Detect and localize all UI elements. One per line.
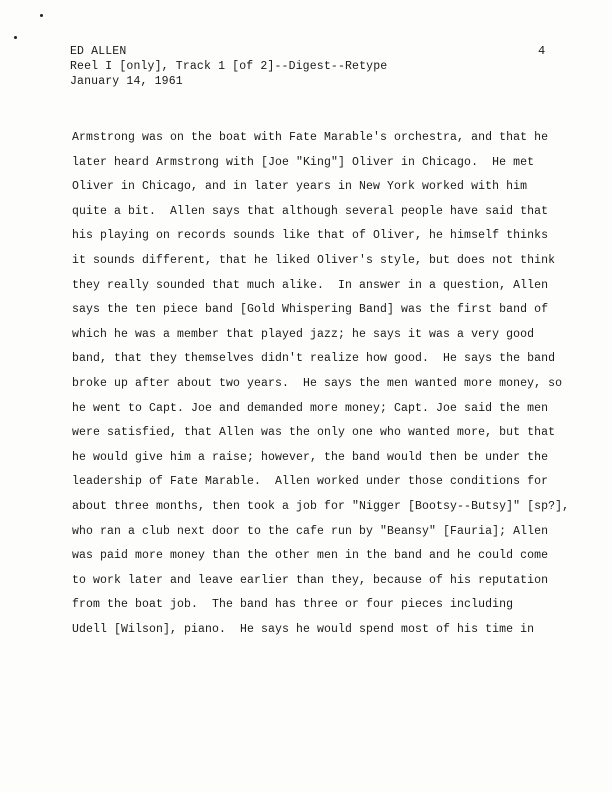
text-line: quite a bit. Allen says that although several people have said that [72,204,549,218]
text-line: from the boat job. The band has three or four pieces including [72,598,514,612]
page-number: 4 [538,44,546,58]
text-line: Armstrong was on the boat with Fate Marable's orchestra, and that he [72,131,549,144]
reel-track-info: Reel I [only], Track 1 [of 2]--Digest--Retype [70,60,388,73]
scan-speck [40,14,43,17]
text-line: band, that they themselves didn't realize how good. He says the band [72,352,556,366]
text-line: he went to Capt. Joe and demanded more money; Capt. Joe said the men [72,401,549,415]
text-line: says the ten piece band [Gold Whispering Band] was the first band of [72,303,549,317]
text-line: Udell [Wilson], piano. He says he would spend most of his time in [72,622,535,636]
text-line: were satisfied, that Allen was the only one who wanted more, but that [72,426,556,440]
document-header [70,44,387,89]
interview-date: January 14, 1961 [70,75,183,88]
text-line: leadership of Fate Marable. Allen worked under those conditions for [72,475,549,489]
text-line: about three months, then took a job for "Nigger [Bootsy--Butsy]" [sp?], [72,499,570,513]
text-line: was paid more money than the other men in the band and he could come [72,549,549,563]
text-line: to work later and leave earlier than they, because of his reputation [72,573,549,587]
transcript-body [72,126,572,642]
interviewee-name: ED ALLEN [70,45,127,58]
text-line: he would give him a raise; however, the band would then be under the [72,450,549,464]
text-line: they really sounded that much alike. In answer in a question, Allen [72,278,549,292]
scan-speck [14,36,17,39]
text-line: Oliver in Chicago, and in later years in New York worked with him [72,180,528,194]
text-line: later heard Armstrong with [Joe "King"] Oliver in Chicago. He met [72,155,535,169]
text-line: his playing on records sounds like that of Oliver, he himself thinks [72,229,549,243]
text-line: who ran a club next door to the cafe run by "Beansy" [Fauria]; Allen [72,524,549,538]
text-line: it sounds different, that he liked Oliver's style, but does not think [72,253,556,267]
text-line: which he was a member that played jazz; he says it was a very good [72,327,535,341]
text-line: broke up after about two years. He says the men wanted more money, so [72,376,563,390]
